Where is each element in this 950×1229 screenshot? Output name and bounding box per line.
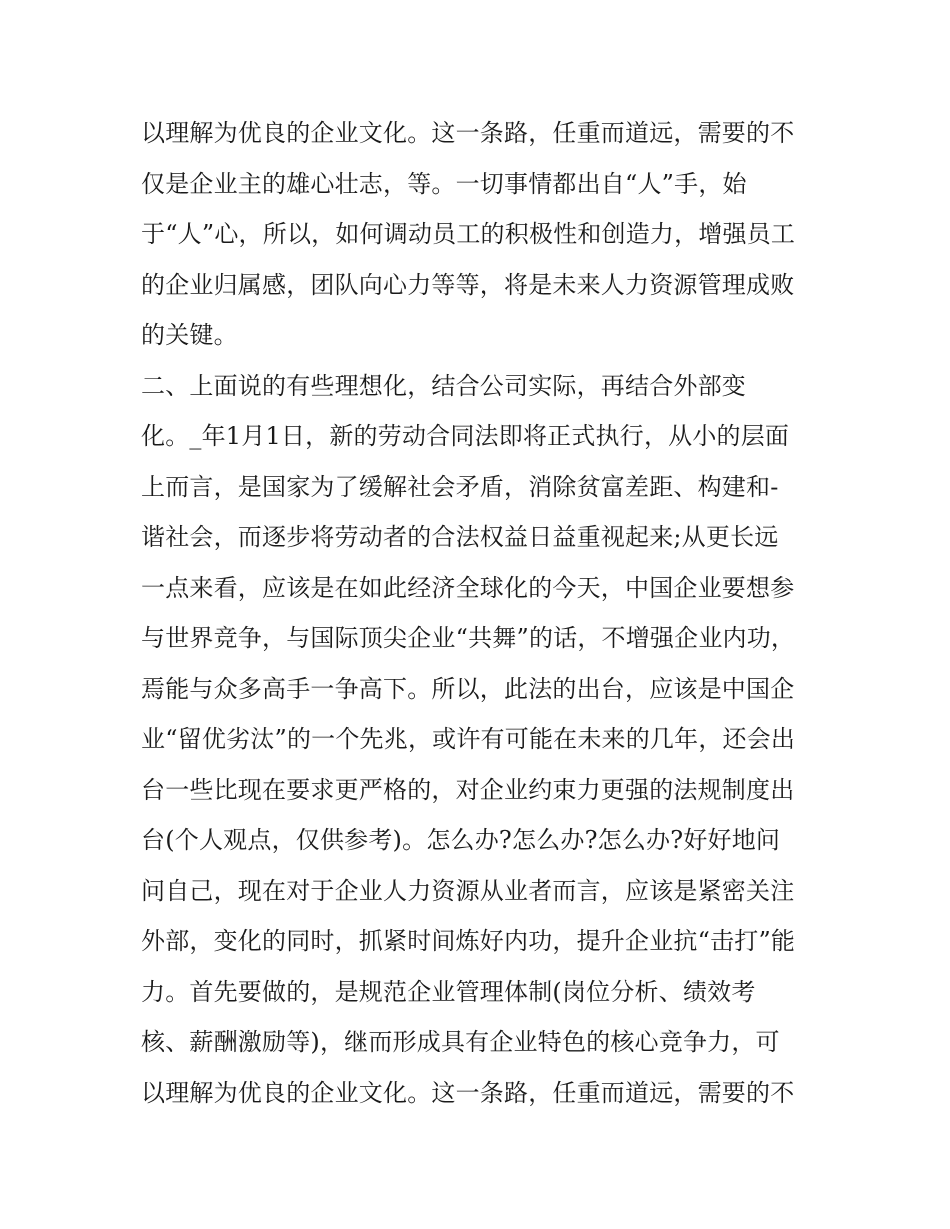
text-line: 与世界竞争，与国际顶尖企业“共舞”的话，不增强企业内功，	[141, 624, 796, 652]
text-line: 外部，变化的同时，抓紧时间炼好内功，提升企业抗“击打”能	[141, 927, 796, 955]
text-line: 焉能与众多高手一争高下。所以，此法的出台，应该是中国企	[141, 674, 795, 703]
text-line: 问自己，现在对于企业人力资源从业者而言，应该是紧密关注	[141, 876, 795, 905]
text-line: 上而言，是国家为了缓解社会矛盾，消除贫富差距、构建和-	[141, 472, 779, 501]
text-line: 的关键。	[141, 321, 238, 349]
body-text	[141, 108, 821, 1118]
text-line: 一点来看，应该是在如此经济全球化的今天，中国企业要想参	[141, 573, 795, 602]
text-line: 二、上面说的有些理想化，结合公司实际，再结合外部变	[141, 371, 746, 400]
text-line: 核、薪酬激励等)，继而形成具有企业特色的核心竞争力，可	[141, 1028, 780, 1056]
text-line: 业“留优劣汰”的一个先兆，或许有可能在未来的几年，还会出	[141, 725, 796, 753]
text-line: 力。首先要做的，是规范企业管理体制(岗位分析、绩效考	[141, 977, 756, 1006]
text-line: 的企业归属感，团队向心力等等，将是未来人力资源管理成败	[141, 270, 795, 299]
text-line: 台(个人观点，仅供参考)。怎么办?怎么办?怎么办?好好地问	[141, 826, 781, 854]
text-line: 以理解为优良的企业文化。这一条路，任重而道远，需要的不	[141, 1078, 795, 1107]
text-line: 仅是企业主的雄心壮志，等。一切事情都出自“人”手，始	[141, 169, 747, 198]
text-line: 化。_年1月1日，新的劳动合同法即将正式执行，从小的层面	[141, 422, 790, 450]
text-line: 台一些比现在要求更严格的，对企业约束力更强的法规制度出	[141, 775, 795, 804]
text-line: 于“人”心，所以，如何调动员工的积极性和创造力，增强员工	[141, 220, 796, 248]
text-line: 谐社会，而逐步将劳动者的合法权益日益重视起来;从更长远	[141, 523, 779, 551]
text-line: 以理解为优良的企业文化。这一条路，任重而道远，需要的不	[141, 119, 795, 147]
